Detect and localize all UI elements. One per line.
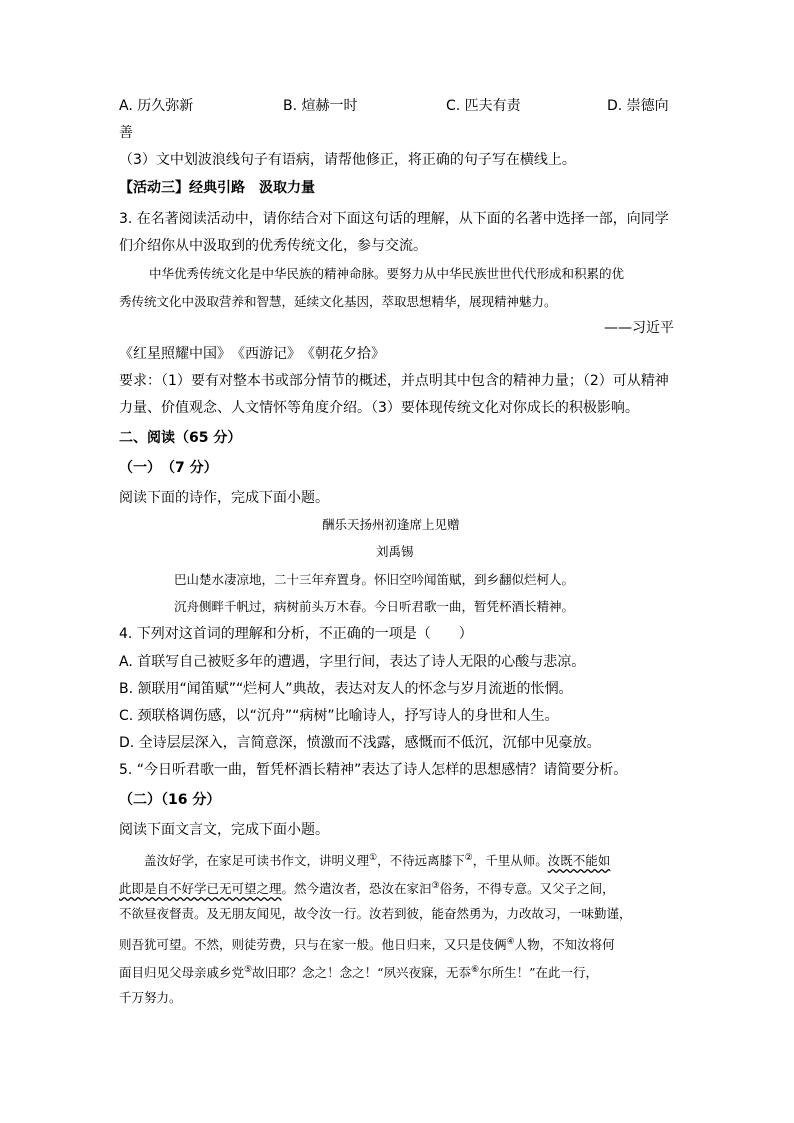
poem-title: 酬乐天扬州初逢席上见赠 xyxy=(322,517,460,532)
footnote-marker: ③ xyxy=(431,881,440,891)
part-2-heading: （二）（16 分） xyxy=(119,792,221,808)
book-list: 《红星照耀中国》 《西游记》 《朝花夕拾》 xyxy=(119,346,385,362)
option-a: A. 历久弥新 xyxy=(119,98,194,114)
prose-line-2: 此即是自不好学已无可望之理。然今遣汝者，恐汝在家汩③俗务，不得专意。又父子之间， xyxy=(119,881,615,897)
option-d-wrap: 善 xyxy=(119,125,133,141)
section-2-heading: 二、阅读（65 分） xyxy=(119,430,242,446)
footnote-marker: ⑤ xyxy=(244,965,253,975)
poem-author: 刘禹锡 xyxy=(376,544,414,559)
poem-line-1: 巴山楚水凄凉地，二十三年弃置身。怀旧空吟闻笛赋，到乡翻似烂柯人。 xyxy=(174,572,575,587)
quote-line-2: 秀传统文化中汲取营养和智慧，延续文化基因，萃取思想精华，展现精神魅力。 xyxy=(119,294,557,309)
prose-line-5: 面目归见父母亲戚乡党⑤故旧耶？念之！念之！“夙兴夜寐，无忝⑥尔所生！”在此一行， xyxy=(119,965,598,981)
prose-line-3: 不欲昼夜督责。及无朋友闻见，故令汝一行。汝若到彼，能奋然勇为，力改故习，一味勤谨， xyxy=(119,906,632,921)
requirement-line-1: 要求：（1）要有对整本书或部分情节的概述，并点明其中包含的精神力量；（2）可从精神 xyxy=(119,373,669,389)
question-3-line-1: 3. 在名著阅读活动中，请你结合对下面这句话的理解，从下面的名著中选择一部，向同学 xyxy=(119,211,669,227)
footnote-marker: ⑥ xyxy=(471,965,480,975)
question-4-stem: 4. 下列对这首词的理解和分析，不正确的一项是（ ） xyxy=(119,626,473,642)
option-c: C. 匹夫有责 xyxy=(446,98,521,114)
footnote-marker: ④ xyxy=(506,937,515,947)
question-5: 5. “今日听君歌一曲，暂凭杯酒长精神”表达了诗人怎样的思想感情？请简要分析。 xyxy=(119,762,628,778)
question-4-option-a: A. 首联写自己被贬多年的遭遇，字里行间，表达了诗人无限的心酸与悲凉。 xyxy=(119,654,586,670)
part-2-intro: 阅读下面文言文，完成下面小题。 xyxy=(119,822,329,838)
question-4-option-b: B. 颔联用“闻笛赋”“烂柯人”典故，表达对友人的怀念与岁月流逝的怅惘。 xyxy=(119,681,573,697)
requirement-line-2: 力量、价值观念、人文情怀等角度介绍。（3）要体现传统文化对你成长的积极影响。 xyxy=(119,400,639,416)
part-1-heading: （一） （7 分） xyxy=(119,460,218,476)
footnote-marker: ① xyxy=(369,853,378,863)
quote-author: ——习近平 xyxy=(604,320,674,336)
prose-line-1: 盖汝好学，在家足可读书作文，讲明义理①，不待远离膝下②，千里从师。汝既不能如 xyxy=(119,853,611,869)
prose-line-6: 千万努力。 xyxy=(119,990,182,1005)
footnote-marker: ② xyxy=(464,853,473,863)
option-b: B. 煊赫一时 xyxy=(283,98,358,114)
poem-line-2: 沉舟侧畔千帆过，病树前头万木春。今日听君歌一曲，暂凭杯酒长精神。 xyxy=(174,599,575,614)
prose-line-4: 则吾犹可望。不然，则徒劳费，只与在家一般。他日归来，又只是伎俩④人物，不知汝将何 xyxy=(119,937,615,953)
part-1-intro: 阅读下面的诗作，完成下面小题。 xyxy=(119,490,329,506)
wavy-underlined-sentence: 汝既不能如 xyxy=(547,853,611,869)
activity-3-heading: 【活动三】经典引路 汲取力量 xyxy=(119,180,315,196)
question-4-option-d: D. 全诗层层深入，言简意深，愤激而不浅露，感慨而不低沉，沉郁中见豪放。 xyxy=(119,735,601,751)
option-d: D. 崇德向 xyxy=(607,98,669,114)
question-3-line-2: 们介绍你从中汲取到的优秀传统文化，参与交流。 xyxy=(119,238,427,254)
wavy-underlined-sentence: 此即是自不好学已无可望之理 xyxy=(119,881,282,897)
question-2-sub-3: （3）文中划波浪线句子有语病，请帮他修正，将正确的句子写在横线上。 xyxy=(119,152,576,168)
question-4-option-c: C. 颈联格调伤感，以“沉舟”“病树”比喻诗人，抒写诗人的身世和人生。 xyxy=(119,708,559,724)
quote-line-1: 中华优秀传统文化是中华民族的精神命脉。要努力从中华民族世世代代形成和积累的优 xyxy=(149,266,625,281)
